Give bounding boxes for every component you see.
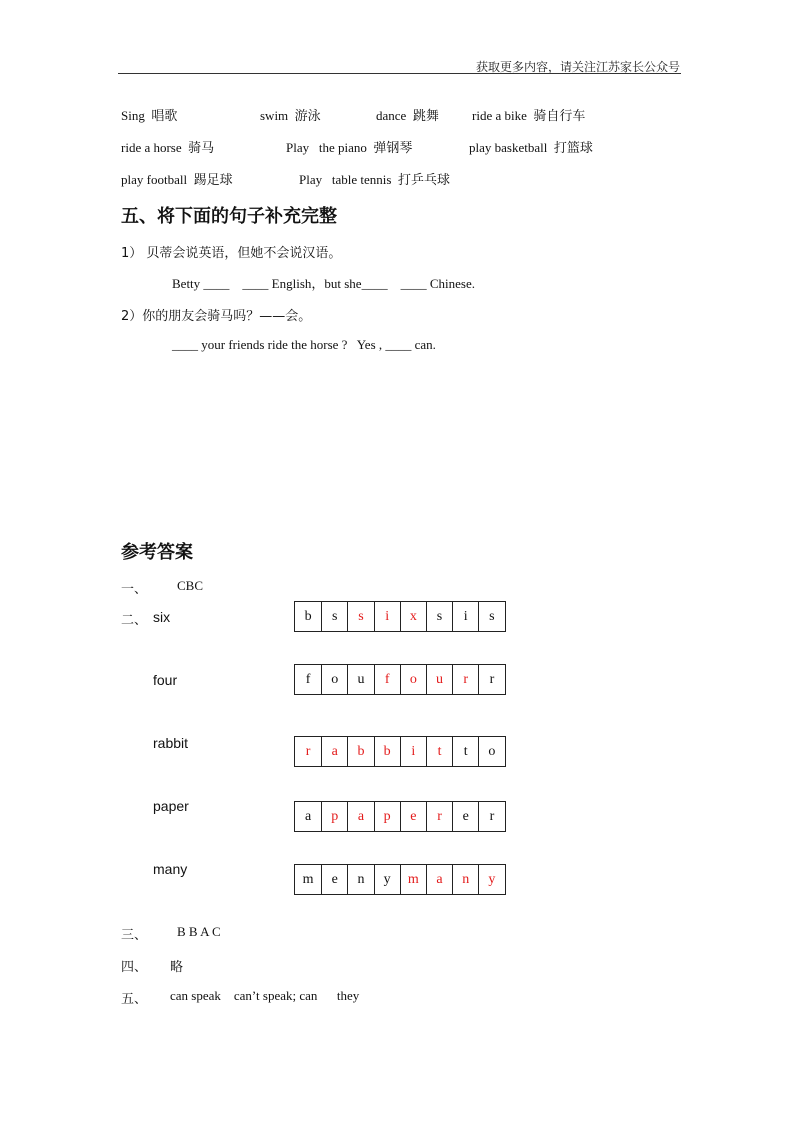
letter-cell: o (400, 665, 426, 694)
section5-title: 五、将下面的句子补充完整 (121, 206, 337, 227)
letter-cell: e (452, 802, 478, 831)
letter-cell: i (400, 737, 426, 766)
header-text: 获取更多内容，请关注江苏家长公众号 (475, 60, 680, 74)
letter-cell: o (321, 665, 347, 694)
letter-cell: b (374, 737, 400, 766)
letter-cell: a (426, 865, 452, 894)
letter-cell: s (347, 602, 373, 631)
question-2-prompt: 2）你的朋友会骑马吗？——会。 (121, 309, 312, 324)
vocab-item: play football 踢足球 (121, 172, 233, 188)
letter-cell: p (374, 802, 400, 831)
vocab-item: ride a bike 骑自行车 (472, 108, 586, 124)
answer-5-label: 五、 (121, 992, 148, 1007)
letter-cell: a (347, 802, 373, 831)
word-label: rabbit (153, 735, 189, 751)
answer-4-text: 略 (170, 960, 184, 975)
letter-cell: y (478, 865, 504, 894)
vocab-item: Sing 唱歌 (121, 108, 178, 124)
word-label: six (153, 609, 171, 625)
letter-cell: t (452, 737, 478, 766)
letter-cell: t (426, 737, 452, 766)
letter-cell: y (374, 865, 400, 894)
answer-3-text: B B A C (177, 924, 221, 939)
letter-cell: r (305, 743, 311, 759)
letter-grid (294, 664, 506, 695)
header-divider (118, 73, 681, 74)
letter-cell: m (400, 865, 426, 894)
letter-grid (294, 736, 506, 767)
answer-3-label: 三、 (121, 928, 148, 943)
letter-cell: x (400, 602, 426, 631)
letter-cell: b (347, 737, 373, 766)
letter-cell: u (426, 665, 452, 694)
answers-title: 参考答案 (121, 542, 193, 563)
letter-cell: r (426, 802, 452, 831)
letter-cell: n (347, 865, 373, 894)
letter-cell: m (302, 871, 314, 887)
answer-2-label: 二、 (121, 613, 148, 628)
letter-cell: r (478, 665, 504, 694)
word-label: many (153, 861, 188, 877)
letter-cell: i (452, 602, 478, 631)
letter-cell: e (400, 802, 426, 831)
letter-cell: b (304, 608, 312, 624)
letter-cell: a (304, 808, 312, 824)
answer-5-text: can speak can’t speak; can they (170, 988, 360, 1003)
vocab-item: swim 游泳 (260, 108, 321, 124)
answer-4-label: 四、 (121, 960, 148, 975)
letter-cell: r (478, 802, 504, 831)
letter-cell: s (426, 602, 452, 631)
answer-1-label: 一、 (121, 582, 148, 597)
letter-cell: i (374, 602, 400, 631)
letter-cell: f (374, 665, 400, 694)
letter-cell: s (478, 602, 504, 631)
word-label: four (153, 672, 178, 688)
vocab-item: ride a horse 骑马 (121, 140, 215, 156)
word-label: paper (153, 798, 189, 814)
letter-cell: s (321, 602, 347, 631)
answer-1-text: CBC (177, 578, 204, 593)
vocab-item: Play the piano 弹钢琴 (286, 140, 413, 156)
letter-cell: u (347, 665, 373, 694)
letter-grid (294, 801, 506, 832)
letter-cell: o (478, 737, 504, 766)
letter-cell: r (452, 665, 478, 694)
question-2-sentence: ____ your friends ride the horse ? Yes , ____ can. (172, 337, 436, 352)
vocab-item: dance 跳舞 (376, 108, 439, 124)
question-1-prompt: 1） 贝蒂会说英语，但她不会说汉语。 (121, 246, 342, 261)
letter-cell: n (452, 865, 478, 894)
letter-cell: a (321, 737, 347, 766)
question-1-sentence: Betty ____ ____ English，but she____ ____ Chinese. (172, 276, 475, 291)
letter-grid (294, 601, 506, 632)
letter-cell: e (321, 865, 347, 894)
letter-grid (294, 864, 506, 895)
vocab-item: Play table tennis 打乒乓球 (299, 172, 450, 188)
letter-cell: p (321, 802, 347, 831)
letter-cell: f (305, 671, 311, 687)
vocab-item: play basketball 打篮球 (469, 140, 593, 156)
